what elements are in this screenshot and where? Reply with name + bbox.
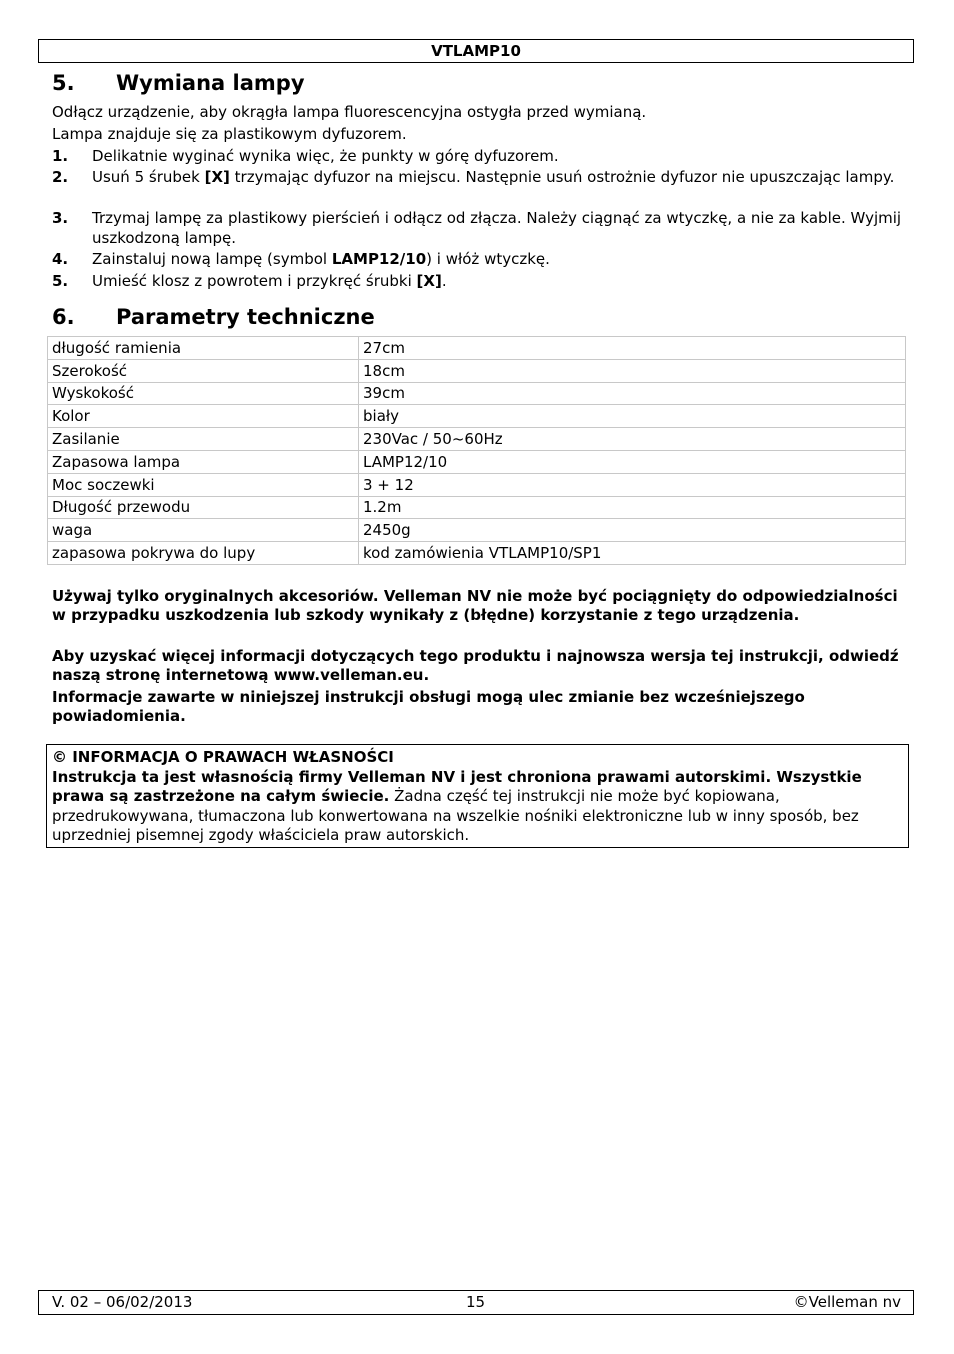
step-number: 1. xyxy=(52,147,69,165)
step-3 xyxy=(52,208,902,248)
step-text xyxy=(92,249,902,269)
intro-line-2: Lampa znajduje się za plastikowym dyfuzorem. xyxy=(52,125,407,143)
table-row xyxy=(48,337,906,360)
intro-line-1: Odłącz urządzenie, aby okrągła lampa fluorescencyjna ostygła przed wymianą. xyxy=(52,103,647,121)
step-text xyxy=(92,167,902,187)
step-text xyxy=(92,271,902,291)
section-6-number: 6. xyxy=(52,305,75,329)
spec-value: 18cm xyxy=(359,359,906,382)
spec-value: kod zamówienia VTLAMP10/SP1 xyxy=(359,542,906,565)
spec-value: 1.2m xyxy=(359,496,906,519)
step-text-pre: Umieść klosz z powrotem i przykręć śrubki xyxy=(92,272,417,290)
notice-more-info: Aby uzyskać więcej informacji dotyczących tego produktu i najnowsza wersja tej instrukcji, odwiedź naszą stronę internetową www.velleman.eu. xyxy=(52,647,899,684)
step-number: 3. xyxy=(52,209,69,227)
section-5-number: 5. xyxy=(52,71,75,95)
step-text-bold: [X] xyxy=(416,272,442,290)
page-header xyxy=(38,39,914,63)
table-row xyxy=(48,519,906,542)
spec-label: Kolor xyxy=(48,405,359,428)
section-6-title: Parametry techniczne xyxy=(116,305,375,329)
spec-value: 27cm xyxy=(359,337,906,360)
copyright-plain-text: Żadna część tej instrukcji nie może być kopiowana, przedrukowywana, tłumaczona lub konwertowana na wszelkie nośniki elektroniczne lub w inny sposób, bez uprzedniej pisemnej zgody właściciela praw autorskich. xyxy=(52,787,859,844)
table-row xyxy=(48,496,906,519)
table-row xyxy=(48,542,906,565)
table-row xyxy=(48,405,906,428)
step-text-post: trzymając dyfuzor na miejscu. Następnie usuń ostrożnie dyfuzor nie upuszczając lampy. xyxy=(229,168,895,186)
step-2 xyxy=(52,167,902,187)
footer-version: V. 02 – 06/02/2013 xyxy=(52,1293,193,1311)
spec-table xyxy=(47,336,906,565)
spec-value: LAMP12/10 xyxy=(359,450,906,473)
section-5-title: Wymiana lampy xyxy=(116,71,305,95)
notice-changes: Informacje zawarte w niniejszej instrukcji obsługi mogą ulec zmianie bez wcześniejszego powiadomienia. xyxy=(52,688,805,725)
copyright-box xyxy=(46,744,909,848)
table-row xyxy=(48,428,906,451)
spec-label: waga xyxy=(48,519,359,542)
copyright-text xyxy=(52,768,903,846)
step-text-post: ) i włóż wtyczkę. xyxy=(426,250,550,268)
table-row xyxy=(48,473,906,496)
spec-label: Moc soczewki xyxy=(48,473,359,496)
spec-label: Zapasowa lampa xyxy=(48,450,359,473)
footer-brand: ©Velleman nv xyxy=(793,1293,901,1311)
footer-page-number: 15 xyxy=(466,1293,486,1311)
step-text: Delikatnie wyginać wynika więc, że punkty w górę dyfuzorem. xyxy=(92,147,559,165)
notice-accessories: Używaj tylko oryginalnych akcesoriów. Velleman NV nie może być pociągnięty do odpowiedzialności w przypadku uszkodzenia lub szkody wynikały z (błędne) korzystanie z tego urządzenia. xyxy=(52,587,898,624)
table-row xyxy=(48,359,906,382)
step-5 xyxy=(52,271,902,291)
step-text: Trzymaj lampę za plastikowy pierścień i odłącz od złącza. Należy ciągnąć za wtyczkę, a nie za kable. Wyjmij uszkodzoną lampę. xyxy=(92,209,902,247)
step-text-bold: LAMP12/10 xyxy=(331,250,427,268)
section-6-heading xyxy=(52,304,375,330)
section-5-heading xyxy=(52,70,305,96)
spec-value: 3 + 12 xyxy=(359,473,906,496)
model-name: VTLAMP10 xyxy=(431,42,521,60)
step-text-pre: Zainstaluj nową lampę (symbol xyxy=(92,250,332,268)
copyright-title: © INFORMACJA O PRAWACH WŁASNOŚCI xyxy=(52,748,394,766)
spec-label: Długość przewodu xyxy=(48,496,359,519)
spec-label: Zasilanie xyxy=(48,428,359,451)
spec-value: biały xyxy=(359,405,906,428)
step-4 xyxy=(52,249,902,269)
step-number: 4. xyxy=(52,250,69,268)
step-number: 5. xyxy=(52,272,69,290)
step-text-pre: Usuń 5 śrubek xyxy=(92,168,205,186)
step-text-post: . xyxy=(441,272,447,290)
spec-value: 2450g xyxy=(359,519,906,542)
step-1 xyxy=(52,146,902,166)
spec-label: Wyskokość xyxy=(48,382,359,405)
spec-label: zapasowa pokrywa do lupy xyxy=(48,542,359,565)
step-number: 2. xyxy=(52,168,69,186)
table-row xyxy=(48,450,906,473)
copyright-bold-text: Instrukcja ta jest własnością firmy Velleman NV i jest chroniona prawami autorskimi. Wszystkie prawa są zastrzeżone na całym świecie. xyxy=(52,767,862,805)
spec-value: 230Vac / 50~60Hz xyxy=(359,428,906,451)
page-footer xyxy=(38,1290,914,1315)
step-text-bold: [X] xyxy=(204,168,230,186)
table-row xyxy=(48,382,906,405)
spec-label: Szerokość xyxy=(48,359,359,382)
spec-value: 39cm xyxy=(359,382,906,405)
spec-label: długość ramienia xyxy=(48,337,359,360)
